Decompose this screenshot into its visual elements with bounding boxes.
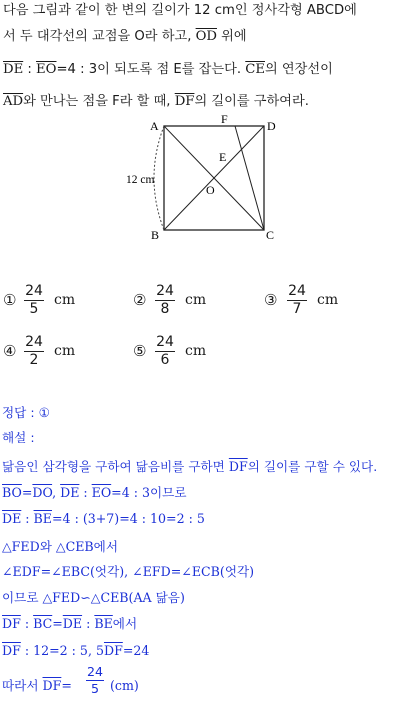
question-line-2 <box>3 27 399 47</box>
solution-text: 에서 <box>112 616 138 631</box>
segment-DO: $\overline{DO}$ <box>32 485 53 500</box>
fraction <box>287 284 307 316</box>
segment-DE: $\overline{DE}$ <box>60 485 80 500</box>
unit: cm <box>317 292 339 308</box>
question-text: : <box>23 62 37 77</box>
question-line-4 <box>3 92 399 112</box>
numerator: 24 <box>156 334 174 350</box>
question-text: 서 두 대각선의 교점을 O라 하고, <box>3 29 196 44</box>
solution-text: =4 : (3+7)=4 : 10=2 : 5 <box>52 511 205 526</box>
label-D: D <box>267 119 276 133</box>
unit: cm <box>54 292 76 308</box>
question-text: 위에 <box>216 29 247 44</box>
segment-DF: $\overline{DF}$ <box>103 643 123 658</box>
choice-number: ⑤ <box>133 342 147 360</box>
segment-DE: $\overline{DE}$ <box>2 511 22 526</box>
question-line-3 <box>3 60 399 80</box>
numerator: 24 <box>156 283 174 299</box>
explanation-title: 해설 : <box>2 430 35 445</box>
unit: cm <box>185 343 207 359</box>
solution-line-8 <box>2 642 149 660</box>
solution-text: : <box>20 616 34 631</box>
question-text: =4 : 3이 되도록 점 E를 잡는다. <box>56 62 246 77</box>
numerator: 24 <box>288 283 306 299</box>
solution-text: , <box>52 485 61 500</box>
label-A: A <box>150 119 159 133</box>
fraction <box>155 335 175 367</box>
denominator: 7 <box>292 301 302 317</box>
denominator: 2 <box>29 352 39 368</box>
fraction <box>24 284 44 316</box>
segment-AD: $\overline{AD}$ <box>3 94 24 109</box>
solution-text: = <box>52 616 63 631</box>
solution-text: : <box>79 485 92 500</box>
numerator: 24 <box>86 664 104 679</box>
solution-text: = <box>61 678 72 693</box>
solution-line-6: 이므로 △FED∽△CEB(AA 닮음) <box>2 590 185 605</box>
segment-DF: $\overline{DF}$ <box>228 459 248 474</box>
segment-EO: $\overline{EO}$ <box>36 62 57 77</box>
solution-text: 따라서 <box>2 678 43 693</box>
question-text: 다음 그림과 같이 한 변의 길이가 12 cm인 정사각형 ABCD에 <box>3 3 357 18</box>
solution-line-4: △FED와 △CEB에서 <box>2 539 118 554</box>
segment-BE: $\overline{BE}$ <box>94 616 113 631</box>
solution-text: 닮음인 삼각형을 구하여 닮음비를 구하면 <box>2 459 229 474</box>
denominator: 5 <box>90 681 99 696</box>
segment-CE: $\overline{CE}$ <box>245 62 265 77</box>
fraction <box>24 335 44 367</box>
unit: cm <box>185 292 207 308</box>
square-figure <box>118 112 288 242</box>
solution-text: : <box>82 616 95 631</box>
label-B: B <box>151 228 160 242</box>
solution-text: = <box>21 485 33 500</box>
segment-BO: $\overline{BO}$ <box>2 485 22 500</box>
fraction <box>155 284 175 316</box>
choice-number: ④ <box>3 342 17 360</box>
denominator: 6 <box>160 352 170 368</box>
side-length-label: 12 cm <box>126 174 155 186</box>
side-arc <box>154 126 164 230</box>
final-unit: (cm) <box>110 678 139 693</box>
label-C: C <box>266 228 275 242</box>
solution-text: =4 : 3이므로 <box>111 485 187 500</box>
segment-BC: $\overline{BC}$ <box>33 616 53 631</box>
segment-EO: $\overline{EO}$ <box>91 485 112 500</box>
question-text: 의 연장선이 <box>265 62 333 77</box>
segment-BE: $\overline{BE}$ <box>33 511 52 526</box>
numerator: 24 <box>25 283 43 299</box>
solution-line-9 <box>2 677 72 695</box>
solution-line-3 <box>2 510 205 528</box>
label-F: F <box>221 112 228 126</box>
question-text: 와 만나는 점을 F라 할 때, <box>23 94 175 109</box>
unit: cm <box>54 343 76 359</box>
answer-line: 정답 : ① <box>2 405 50 420</box>
segment-OD: $\overline{OD}$ <box>195 29 217 44</box>
denominator: 5 <box>29 301 39 317</box>
numerator: 24 <box>25 334 43 350</box>
segment-DF: $\overline{DF}$ <box>2 643 21 658</box>
solution-text: : 12=2 : 5, 5 <box>20 643 104 658</box>
choice-number: ② <box>133 291 147 309</box>
solution-line-5: ∠EDF=∠EBC(엇각), ∠EFD=∠ECB(엇각) <box>2 564 255 579</box>
solution-text: : <box>21 511 34 526</box>
choice-number: ③ <box>264 291 278 309</box>
segment-DF: $\overline{DF}$ <box>42 678 62 693</box>
final-fraction <box>86 665 104 695</box>
segment-DE: $\overline{DE}$ <box>3 62 24 77</box>
label-E: E <box>219 150 227 164</box>
segment-DE: $\overline{DE}$ <box>62 616 83 631</box>
solution-line-7 <box>2 615 137 633</box>
solution-line-2 <box>2 484 187 502</box>
segment-DF: $\overline{DF}$ <box>2 616 21 631</box>
solution-text: =24 <box>122 643 150 658</box>
label-O: O <box>206 183 215 197</box>
question-line-1 <box>3 1 399 21</box>
solution-line-1 <box>2 458 377 476</box>
solution-text: 의 길이를 구할 수 있다. <box>247 459 378 474</box>
choice-number: ① <box>3 291 17 309</box>
question-text: 의 길이를 구하여라. <box>194 94 309 109</box>
denominator: 8 <box>160 301 170 317</box>
segment-DF: $\overline{DF}$ <box>174 94 195 109</box>
